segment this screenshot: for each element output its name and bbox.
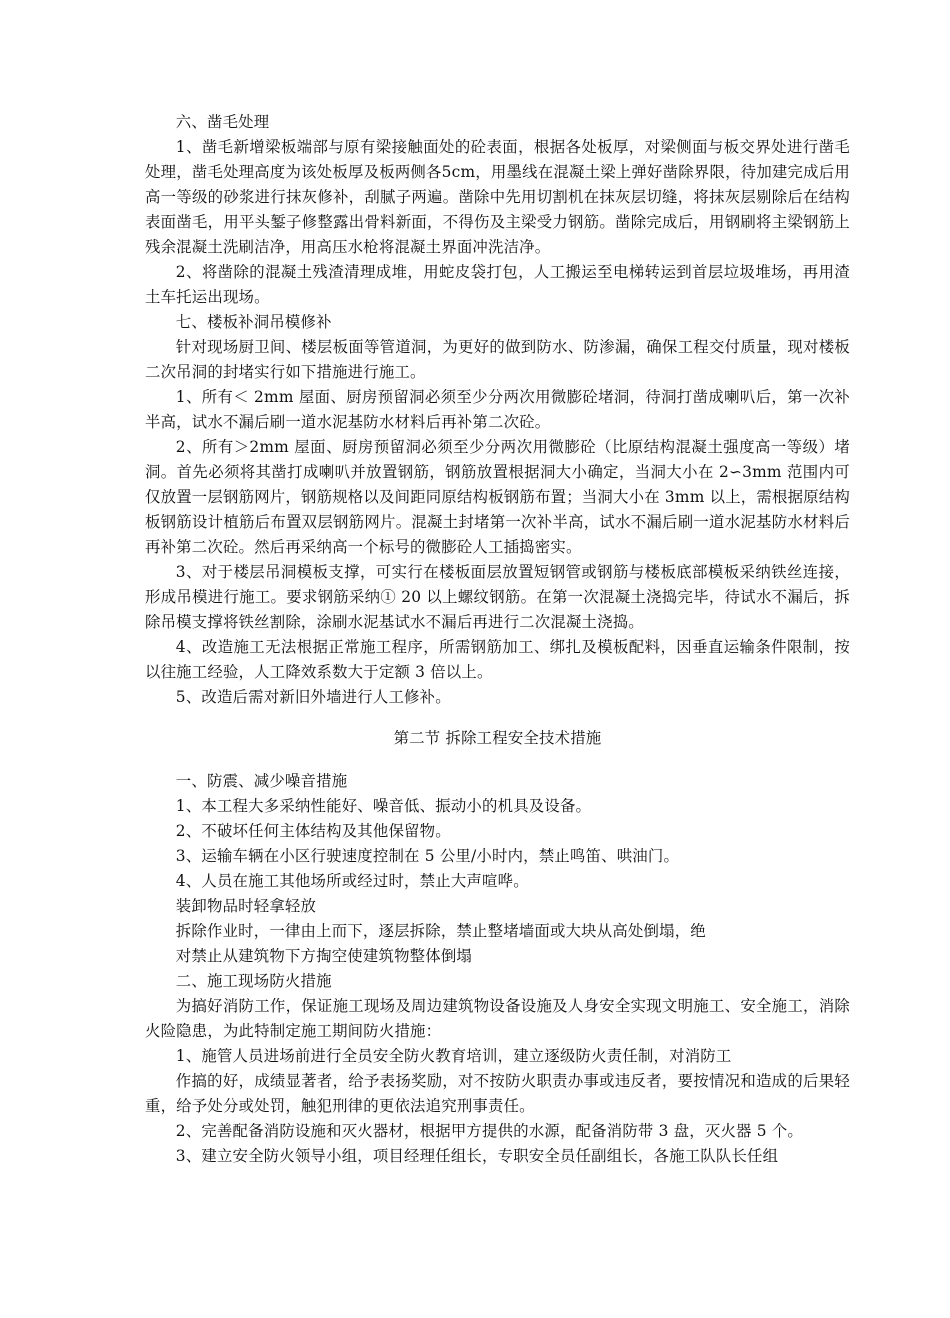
- paragraph: 针对现场厨卫间、楼层板面等管道洞，为更好的做到防水、防渗漏，确保工程交付质量，现对楼板二次吊洞的封堵实行如下措施进行施工。: [145, 338, 850, 381]
- paragraph: 2、完善配备消防设施和灭火器材，根据甲方提供的水源，配备消防带 3 盘，灭火器 5 个。: [175, 1122, 803, 1140]
- paragraph: 1、所有＜ 2mm 屋面、厨房预留洞必须至少分两次用微膨砼堵洞，待洞打凿成喇叭后，第一次补半高，试水不漏后刷一道水泥基防水材料后再补第二次砼。: [145, 388, 850, 431]
- paragraph: 1、凿毛新增梁板端部与原有梁接触面处的砼表面，根据各处板厚，对梁侧面与板交界处进行凿毛处理，凿毛处理高度为该处板厚及板两侧各5cm，用墨线在混凝土梁上弹好凿除界限，待加建完成后用高一等级的砂浆进行抹灰修补，刮腻子两遍。凿除中先用切割机在抹灰层切缝，将抹灰层剔除后在结构表面凿毛，用平头錾子修整露出骨料新面，不得伤及主梁受力钢筋。凿除完成后，用钢刷将主梁钢筋上残余混凝土洗刷洁净，用高压水枪将混凝土界面冲洗洁净。: [145, 138, 850, 256]
- section-title: 第二节 拆除工程安全技术措施: [393, 729, 602, 747]
- paragraph: 对禁止从建筑物下方掏空使建筑物整体倒塌: [175, 947, 473, 965]
- paragraph: 5、改造后需对新旧外墙进行人工修补。: [175, 688, 451, 706]
- paragraph: 2、不破坏任何主体结构及其他保留物。: [175, 822, 451, 840]
- heading-part7: 七、楼板补洞吊模修补: [175, 313, 332, 331]
- paragraph: 作搞的好，成绩显著者，给予表扬奖励，对不按防火职责办事或违反者，要按情况和造成的后果轻重，给予处分或处罚，触犯刑律的更依法追究刑事责任。: [145, 1072, 850, 1115]
- document-page: [145, 110, 850, 1169]
- paragraph: 装卸物品时轻拿轻放: [175, 897, 317, 915]
- paragraph: 1、施管人员进场前进行全员安全防火教育培训，建立逐级防火责任制，对消防工: [175, 1047, 732, 1065]
- heading-section2-part1: 一、防震、减少噪音措施: [175, 772, 348, 790]
- paragraph: 4、改造施工无法根据正常施工程序，所需钢筋加工、绑扎及模板配料，因垂直运输条件限制，按以往施工经验，人工降效系数大于定额 3 倍以上。: [145, 638, 850, 681]
- heading-section2-part2: 二、施工现场防火措施: [175, 972, 332, 990]
- paragraph: 1、本工程大多采纳性能好、噪音低、振动小的机具及设备。: [175, 797, 592, 815]
- paragraph: 拆除作业时，一律由上而下，逐层拆除，禁止整堵墙面或大块从高处倒塌，绝: [175, 922, 706, 940]
- paragraph: 3、建立安全防火领导小组，项目经理任组长，专职安全员任副组长，各施工队队长任组: [175, 1147, 779, 1165]
- heading-part6: 六、凿毛处理: [175, 113, 270, 131]
- paragraph: 2、所有＞2mm 屋面、厨房预留洞必须至少分两次用微膨砼（比原结构混凝土强度高一等级）堵洞。首先必须将其凿打成喇叭并放置钢筋，钢筋放置根据洞大小确定，当洞大小在 2∽3mm 范围内可仅放置一层钢筋网片，钢筋规格以及间距同原结构板钢筋布置；当洞大小在 3mm 以上，需根据原结构板钢筋设计植筋后布置双层钢筋网片。混凝土封堵第一次补半高，试水不漏后刷一道水泥基防水材料后再补第二次砼。然后再采纳高一个标号的微膨砼人工插捣密实。: [145, 438, 850, 556]
- paragraph: 4、人员在施工其他场所或经过时，禁止大声喧哗。: [175, 872, 529, 890]
- paragraph: 2、将凿除的混凝土残渣清理成堆，用蛇皮袋打包，人工搬运至电梯转运到首层垃圾堆场，再用渣土车托运出现场。: [145, 263, 850, 306]
- paragraph: 3、运输车辆在小区行驶速度控制在 5 公里/小时内，禁止鸣笛、哄油门。: [175, 847, 680, 865]
- paragraph: 3、对于楼层吊洞模板支撑，可实行在楼板面层放置短钢管或钢筋与楼板底部模板采纳铁丝连接，形成吊模进行施工。要求钢筋采纳① 20 以上螺纹钢筋。在第一次混凝土浇捣完毕，待试水不漏后，拆除吊模支撑将铁丝割除，涂刷水泥基试水不漏后再进行二次混凝土浇捣。: [145, 563, 850, 631]
- paragraph: 为搞好消防工作，保证施工现场及周边建筑物设备设施及人身安全实现文明施工、安全施工，消除火险隐患，为此特制定施工期间防火措施：: [145, 997, 850, 1040]
